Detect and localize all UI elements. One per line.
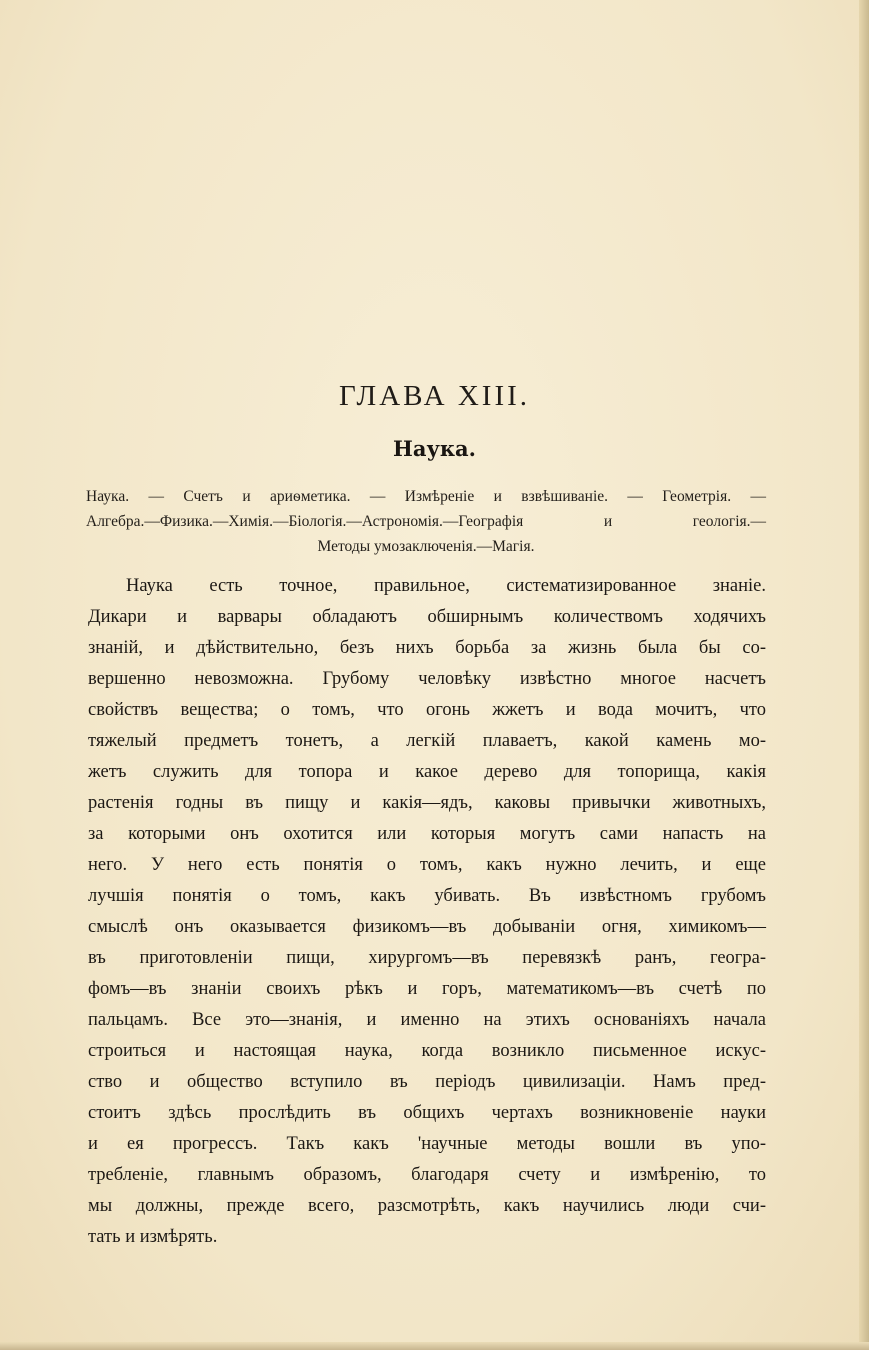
body-line: въ приготовленіи пищи, хирургомъ—въ перевязкѣ ранъ, геогра- — [88, 948, 766, 968]
body-line: тать и измѣрять. — [88, 1227, 218, 1247]
page-bottom-edge — [0, 1342, 869, 1350]
body-line: жетъ служить для топора и какое дерево для топорища, какія — [88, 762, 766, 782]
summary-line: Методы умозаключенія.—Магія. — [317, 538, 535, 555]
body-line: Наука есть точное, правильное, систематизированное знаніе. — [126, 576, 766, 596]
body-line: стоитъ здѣсь прослѣдить въ общихъ чертахъ возникновеніе науки — [88, 1103, 766, 1123]
body-paragraph — [88, 571, 766, 1253]
chapter-summary — [86, 484, 766, 559]
body-line: и ея прогрессъ. Такъ какъ 'научные методы вошли въ упо- — [88, 1134, 766, 1154]
body-line: Дикари и варвары обладаютъ обширнымъ количествомъ ходячихъ — [88, 607, 766, 627]
body-line: него. У него есть понятія о томъ, какъ нужно лечить, и еще — [88, 855, 766, 875]
body-line: лучшія понятія о томъ, какъ убивать. Въ извѣстномъ грубомъ — [88, 886, 766, 906]
body-line: пальцамъ. Все это—знанія, и именно на этихъ основаніяхъ начала — [88, 1010, 766, 1030]
body-line: за которыми онъ охотится или которыя могутъ сами напасть на — [88, 824, 766, 844]
body-line: фомъ—въ знаніи своихъ рѣкъ и горъ, математикомъ—въ счетѣ по — [88, 979, 766, 999]
body-line: требленіе, главнымъ образомъ, благодаря счету и измѣренію, то — [88, 1165, 766, 1185]
chapter-title: ГЛАВА XIII. — [338, 380, 531, 412]
summary-line: Алгебра.—Физика.—Химія.—Біологія.—Астрономія.—Географія и геологія.— — [86, 513, 766, 530]
section-title: Наука. — [393, 436, 476, 461]
body-line: знаній, и дѣйствительно, безъ нихъ борьба за жизнь была бы со- — [88, 638, 766, 658]
body-line: ство и общество вступило въ періодъ цивилизаціи. Намъ пред- — [88, 1072, 766, 1092]
body-line: тяжелый предметъ тонетъ, а легкій плаваетъ, какой камень мо- — [88, 731, 766, 751]
body-line: смыслѣ онъ оказывается физикомъ—въ добываніи огня, химикомъ— — [88, 917, 766, 937]
body-line: растенія годны въ пищу и какія—ядъ, каковы привычки животныхъ, — [88, 793, 766, 813]
summary-line: Наука. — Счетъ и ариѳметика. — Измѣреніе и взвѣшиваніе. — Геометрія. — — [86, 488, 766, 505]
body-line: свойствъ вещества; о томъ, что огонь жжетъ и вода мочитъ, что — [88, 700, 766, 720]
body-line: мы должны, прежде всего, разсмотрѣть, какъ научились люди счи- — [88, 1196, 766, 1216]
body-line: строиться и настоящая наука, когда возникло письменное искус- — [88, 1041, 766, 1061]
body-line: вершенно невозможна. Грубому человѣку извѣстно многое насчетъ — [88, 669, 766, 689]
page-edge-shadow — [859, 0, 869, 1350]
